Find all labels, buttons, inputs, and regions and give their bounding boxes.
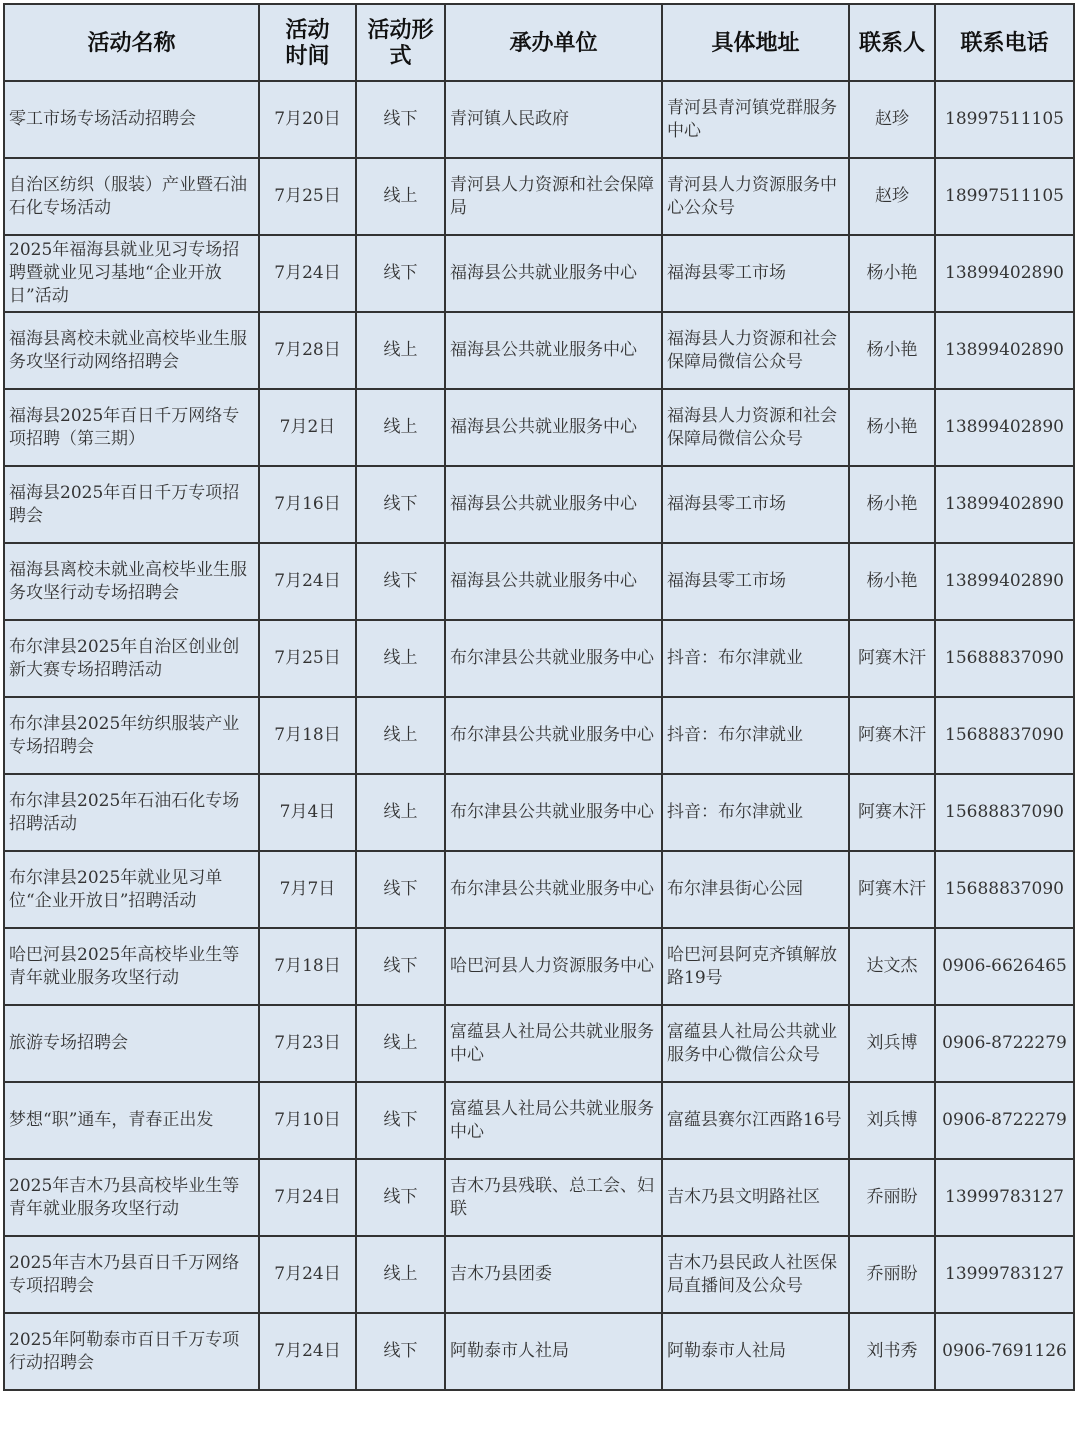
header-contact-phone: 联系电话 [935, 4, 1074, 81]
activity-time-cell: 7月24日 [259, 543, 356, 620]
organizer-cell: 福海县公共就业服务中心 [445, 389, 662, 466]
activity-mode-cell: 线上 [356, 620, 445, 697]
contact-phone-cell: 13899402890 [935, 235, 1074, 312]
address-cell: 阿勒泰市人社局 [662, 1313, 849, 1390]
contact-person-cell: 杨小艳 [849, 312, 935, 389]
table-row [4, 312, 1074, 389]
activity-mode-cell: 线下 [356, 851, 445, 928]
table-row [4, 158, 1074, 235]
activity-mode-cell: 线上 [356, 1005, 445, 1082]
contact-phone-cell: 13999783127 [935, 1236, 1074, 1313]
organizer-cell: 福海县公共就业服务中心 [445, 235, 662, 312]
activity-mode-cell: 线下 [356, 1313, 445, 1390]
activity-time-cell: 7月16日 [259, 466, 356, 543]
address-cell: 富蕴县赛尔江西路16号 [662, 1082, 849, 1159]
table-row [4, 620, 1074, 697]
address-cell: 青河县青河镇党群服务中心 [662, 81, 849, 158]
organizer-cell: 布尔津县公共就业服务中心 [445, 851, 662, 928]
organizer-cell: 吉木乃县残联、总工会、妇联 [445, 1159, 662, 1236]
activity-time-cell: 7月28日 [259, 312, 356, 389]
address-cell: 抖音：布尔津就业 [662, 774, 849, 851]
table-row [4, 235, 1074, 312]
contact-phone-cell: 13899402890 [935, 389, 1074, 466]
table-header [4, 4, 1074, 81]
address-cell: 福海县人力资源和社会保障局微信公众号 [662, 389, 849, 466]
activity-name-cell: 福海县2025年百日千万网络专项招聘（第三期） [4, 389, 259, 466]
address-cell: 福海县零工市场 [662, 466, 849, 543]
activity-time-cell: 7月24日 [259, 235, 356, 312]
address-cell: 福海县零工市场 [662, 235, 849, 312]
activity-name-cell: 零工市场专场活动招聘会 [4, 81, 259, 158]
contact-person-cell: 阿赛木汗 [849, 774, 935, 851]
activity-mode-cell: 线上 [356, 312, 445, 389]
activity-time-cell: 7月18日 [259, 928, 356, 1005]
activity-time-cell: 7月24日 [259, 1313, 356, 1390]
contact-person-cell: 阿赛木汗 [849, 851, 935, 928]
activity-name-cell: 福海县2025年百日千万专项招聘会 [4, 466, 259, 543]
organizer-cell: 哈巴河县人力资源服务中心 [445, 928, 662, 1005]
activity-time-cell: 7月24日 [259, 1236, 356, 1313]
activity-mode-cell: 线下 [356, 81, 445, 158]
activity-mode-cell: 线上 [356, 697, 445, 774]
activity-mode-cell: 线下 [356, 543, 445, 620]
contact-person-cell: 刘书秀 [849, 1313, 935, 1390]
organizer-cell: 阿勒泰市人社局 [445, 1313, 662, 1390]
activity-name-cell: 2025年吉木乃县高校毕业生等青年就业服务攻坚行动 [4, 1159, 259, 1236]
contact-person-cell: 杨小艳 [849, 235, 935, 312]
table-row [4, 1082, 1074, 1159]
address-cell: 青河县人力资源服务中心公众号 [662, 158, 849, 235]
contact-person-cell: 杨小艳 [849, 543, 935, 620]
contact-phone-cell: 15688837090 [935, 697, 1074, 774]
contact-person-cell: 刘兵博 [849, 1005, 935, 1082]
contact-person-cell: 阿赛木汗 [849, 697, 935, 774]
header-row [4, 4, 1074, 81]
header-activity-mode: 活动形 式 [356, 4, 445, 81]
activity-name-cell: 2025年福海县就业见习专场招聘暨就业见习基地“企业开放日”活动 [4, 235, 259, 312]
activity-name-cell: 布尔津县2025年石油石化专场招聘活动 [4, 774, 259, 851]
header-organizer: 承办单位 [445, 4, 662, 81]
contact-phone-cell: 13999783127 [935, 1159, 1074, 1236]
activity-name-cell: 2025年阿勒泰市百日千万专项行动招聘会 [4, 1313, 259, 1390]
contact-person-cell: 杨小艳 [849, 466, 935, 543]
organizer-cell: 福海县公共就业服务中心 [445, 543, 662, 620]
contact-phone-cell: 0906-6626465 [935, 928, 1074, 1005]
organizer-cell: 富蕴县人社局公共就业服务中心 [445, 1005, 662, 1082]
contact-phone-cell: 15688837090 [935, 774, 1074, 851]
activity-time-cell: 7月24日 [259, 1159, 356, 1236]
activity-mode-cell: 线下 [356, 1082, 445, 1159]
table-row [4, 1313, 1074, 1390]
contact-phone-cell: 0906-8722279 [935, 1082, 1074, 1159]
contact-phone-cell: 15688837090 [935, 620, 1074, 697]
activity-mode-cell: 线下 [356, 235, 445, 312]
organizer-cell: 布尔津县公共就业服务中心 [445, 697, 662, 774]
activity-mode-cell: 线上 [356, 774, 445, 851]
activity-mode-cell: 线上 [356, 1236, 445, 1313]
address-cell: 福海县零工市场 [662, 543, 849, 620]
organizer-cell: 青河镇人民政府 [445, 81, 662, 158]
organizer-cell: 布尔津县公共就业服务中心 [445, 620, 662, 697]
address-cell: 布尔津县街心公园 [662, 851, 849, 928]
activity-name-cell: 旅游专场招聘会 [4, 1005, 259, 1082]
table-row [4, 774, 1074, 851]
activity-time-cell: 7月25日 [259, 158, 356, 235]
address-cell: 抖音：布尔津就业 [662, 620, 849, 697]
header-contact-person: 联系人 [849, 4, 935, 81]
contact-phone-cell: 18997511105 [935, 158, 1074, 235]
activity-mode-cell: 线下 [356, 1159, 445, 1236]
table-row [4, 1005, 1074, 1082]
table-row [4, 851, 1074, 928]
organizer-cell: 富蕴县人社局公共就业服务中心 [445, 1082, 662, 1159]
contact-phone-cell: 18997511105 [935, 81, 1074, 158]
activity-time-cell: 7月25日 [259, 620, 356, 697]
contact-phone-cell: 13899402890 [935, 543, 1074, 620]
header-activity-time: 活动 时间 [259, 4, 356, 81]
contact-person-cell: 达文杰 [849, 928, 935, 1005]
activity-time-cell: 7月7日 [259, 851, 356, 928]
contact-phone-cell: 13899402890 [935, 466, 1074, 543]
activity-time-cell: 7月23日 [259, 1005, 356, 1082]
header-activity-name: 活动名称 [4, 4, 259, 81]
activity-name-cell: 福海县离校未就业高校毕业生服务攻坚行动网络招聘会 [4, 312, 259, 389]
organizer-cell: 青河县人力资源和社会保障局 [445, 158, 662, 235]
contact-person-cell: 乔丽盼 [849, 1159, 935, 1236]
activity-name-cell: 福海县离校未就业高校毕业生服务攻坚行动专场招聘会 [4, 543, 259, 620]
contact-person-cell: 刘兵博 [849, 1082, 935, 1159]
contact-phone-cell: 15688837090 [935, 851, 1074, 928]
contact-person-cell: 乔丽盼 [849, 1236, 935, 1313]
activity-time-cell: 7月18日 [259, 697, 356, 774]
header-address: 具体地址 [662, 4, 849, 81]
activity-mode-cell: 线上 [356, 158, 445, 235]
activity-name-cell: 布尔津县2025年就业见习单位“企业开放日”招聘活动 [4, 851, 259, 928]
activity-name-cell: 布尔津县2025年纺织服装产业专场招聘会 [4, 697, 259, 774]
address-cell: 抖音：布尔津就业 [662, 697, 849, 774]
table-body [4, 81, 1074, 1390]
activities-table [3, 3, 1075, 1391]
activity-mode-cell: 线下 [356, 928, 445, 1005]
table-row [4, 697, 1074, 774]
activity-name-cell: 2025年吉木乃县百日千万网络专项招聘会 [4, 1236, 259, 1313]
table-row [4, 466, 1074, 543]
contact-person-cell: 赵珍 [849, 81, 935, 158]
address-cell: 富蕴县人社局公共就业服务中心微信公众号 [662, 1005, 849, 1082]
table-row [4, 1236, 1074, 1313]
activity-name-cell: 布尔津县2025年自治区创业创新大赛专场招聘活动 [4, 620, 259, 697]
activity-name-cell: 梦想“职”通车，青春正出发 [4, 1082, 259, 1159]
address-cell: 吉木乃县文明路社区 [662, 1159, 849, 1236]
organizer-cell: 福海县公共就业服务中心 [445, 466, 662, 543]
organizer-cell: 吉木乃县团委 [445, 1236, 662, 1313]
address-cell: 哈巴河县阿克齐镇解放路19号 [662, 928, 849, 1005]
contact-phone-cell: 0906-8722279 [935, 1005, 1074, 1082]
contact-person-cell: 杨小艳 [849, 389, 935, 466]
address-cell: 福海县人力资源和社会保障局微信公众号 [662, 312, 849, 389]
activity-time-cell: 7月2日 [259, 389, 356, 466]
contact-phone-cell: 0906-7691126 [935, 1313, 1074, 1390]
activity-name-cell: 哈巴河县2025年高校毕业生等青年就业服务攻坚行动 [4, 928, 259, 1005]
table-row [4, 81, 1074, 158]
activity-time-cell: 7月20日 [259, 81, 356, 158]
organizer-cell: 福海县公共就业服务中心 [445, 312, 662, 389]
table-row [4, 543, 1074, 620]
address-cell: 吉木乃县民政人社医保局直播间及公众号 [662, 1236, 849, 1313]
contact-phone-cell: 13899402890 [935, 312, 1074, 389]
table-row [4, 1159, 1074, 1236]
contact-person-cell: 阿赛木汗 [849, 620, 935, 697]
table-row [4, 928, 1074, 1005]
organizer-cell: 布尔津县公共就业服务中心 [445, 774, 662, 851]
contact-person-cell: 赵珍 [849, 158, 935, 235]
activity-mode-cell: 线下 [356, 466, 445, 543]
activity-time-cell: 7月4日 [259, 774, 356, 851]
activity-mode-cell: 线上 [356, 389, 445, 466]
table-row [4, 389, 1074, 466]
activity-name-cell: 自治区纺织（服装）产业暨石油石化专场活动 [4, 158, 259, 235]
activity-time-cell: 7月10日 [259, 1082, 356, 1159]
